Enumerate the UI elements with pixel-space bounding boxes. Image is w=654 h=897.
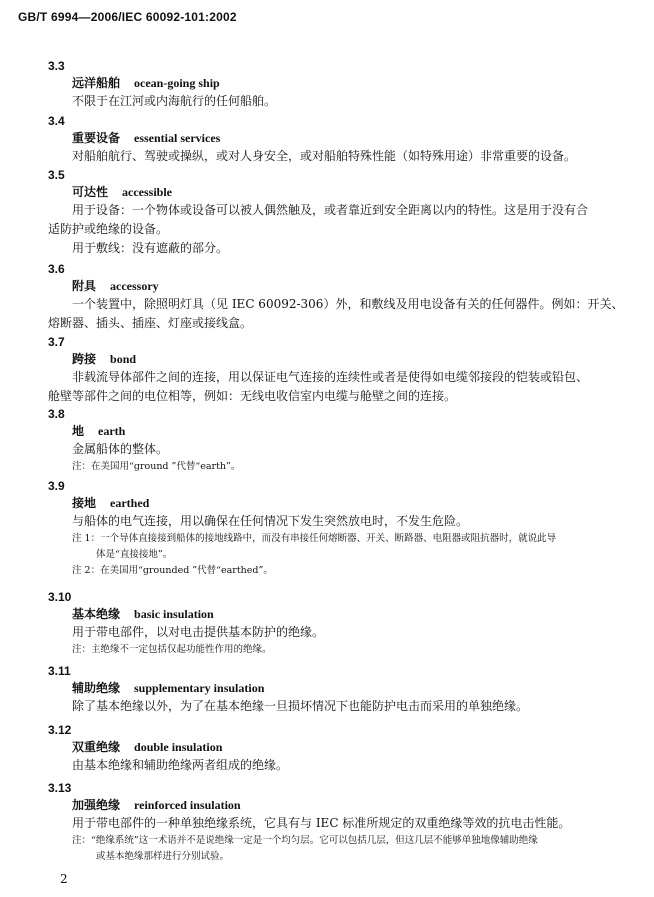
term-en: supplementary insulation [134, 681, 265, 695]
term [72, 796, 624, 814]
term-zh: 加强绝缘 [72, 798, 121, 812]
term-zh: 地 [72, 424, 85, 438]
definition-line: 用于带电部件的一种单独绝缘系统，它具有与 IEC 标准所规定的双重绝缘等效的抗电击性能。 [72, 816, 571, 830]
definition-line: 用于敷线：没有遮蔽的部分。 [72, 241, 229, 255]
clause-number: 3.3 [48, 59, 65, 73]
entry-3-3 [48, 58, 624, 111]
definition-line: 非载流导体部件之间的连接，用以保证电气连接的连续性或者是使得如电缆邻接段的铠装或铅包、 [72, 370, 589, 384]
clause-number: 3.13 [48, 781, 72, 795]
note-2: 注 2：在美国用“grounded ”代替“earthed”。 [72, 565, 273, 576]
term-en: essential services [134, 131, 221, 145]
term [72, 277, 624, 295]
term [72, 350, 624, 368]
term [72, 494, 624, 512]
definition-line: 金属船体的整体。 [72, 442, 169, 456]
term-zh: 可达性 [72, 185, 109, 199]
term [72, 129, 624, 147]
term [72, 74, 624, 92]
term [72, 422, 624, 440]
entry-3-7 [48, 334, 624, 406]
term-zh: 双重绝缘 [72, 740, 121, 754]
definition-line: 用于带电部件，以对电击提供基本防护的绝缘。 [72, 625, 325, 639]
term-en: basic insulation [134, 607, 214, 621]
entry-3-5 [48, 167, 624, 258]
term [72, 183, 624, 201]
term-en: earth [98, 424, 126, 438]
term-en: accessible [122, 185, 173, 199]
entry-3-4 [48, 113, 624, 166]
clause-number: 3.5 [48, 168, 65, 182]
term-zh: 跨接 [72, 352, 97, 366]
clause-number: 3.8 [48, 407, 65, 421]
clause-number: 3.11 [48, 664, 71, 678]
entry-3-9 [48, 478, 624, 579]
note-1-continuation: 体是“直接接地”。 [96, 549, 173, 560]
term-zh: 接地 [72, 496, 97, 510]
definition-line: 一个装置中，除照明灯具（见 IEC 60092-306）外，和敷线及用电设备有关的任何器件。例如：开关、 [72, 297, 624, 311]
term-zh: 远洋船舶 [72, 76, 121, 90]
term [72, 679, 624, 697]
document-header: GB/T 6994—2006/IEC 60092-101:2002 [18, 10, 237, 24]
note: 注：在美国用“ground ”代替“earth”。 [72, 461, 241, 472]
term-en: accessory [110, 279, 159, 293]
definition-line: 舱壁等部件之间的电位相等，例如：无线电收信室内电缆与舱壁之间的连接。 [48, 389, 457, 403]
clause-number: 3.9 [48, 479, 65, 493]
note-1: 注 1：一个导体直接接到船体的接地线路中，而没有串接任何熔断器、开关、断路器、电阻器或阻抗器时，就说此导 [72, 533, 557, 544]
definition-line: 适防护或绝缘的设备。 [48, 222, 169, 236]
entry-3-11 [48, 663, 624, 716]
clause-number: 3.6 [48, 262, 65, 276]
entry-3-13 [48, 780, 624, 865]
definition-line: 由基本绝缘和辅助绝缘两者组成的绝缘。 [72, 758, 289, 772]
entry-3-10 [48, 589, 624, 658]
term-en: bond [110, 352, 137, 366]
clause-number: 3.4 [48, 114, 65, 128]
page-number: 2 [60, 872, 68, 886]
term [72, 605, 624, 623]
note: 注：“绝缘系统”这一术语并不是说绝缘一定是一个均匀层。它可以包括几层，但这几层不能够单独地像辅助绝缘 [72, 835, 538, 846]
definition-line: 熔断器、插头、插座、灯座或接线盒。 [48, 316, 253, 330]
clause-number: 3.12 [48, 723, 72, 737]
entry-3-12 [48, 722, 624, 775]
definition-line: 除了基本绝缘以外，为了在基本绝缘一旦损坏情况下也能防护电击而采用的单独绝缘。 [72, 699, 529, 713]
term-en: reinforced insulation [134, 798, 241, 812]
term-en: ocean-going ship [134, 76, 220, 90]
entry-3-8 [48, 406, 624, 475]
definition-line: 与船体的电气连接，用以确保在任何情况下发生突然放电时，不发生危险。 [72, 514, 469, 528]
definition-line: 不限于在江河或内海航行的任何船舶。 [72, 94, 277, 108]
clause-number: 3.10 [48, 590, 72, 604]
term-zh: 重要设备 [72, 131, 121, 145]
definition-line: 用于设备：一个物体或设备可以被人偶然触及，或者靠近到安全距离以内的特性。这是用于没有合 [72, 203, 589, 217]
term-en: earthed [110, 496, 150, 510]
entry-3-6 [48, 261, 624, 333]
note: 注：主绝缘不一定包括仅起功能性作用的绝缘。 [72, 644, 272, 655]
definition-line: 对船舶航行、驾驶或操纵，或对人身安全，或对船舶特殊性能（如特殊用途）非常重要的设备。 [72, 149, 577, 163]
term [72, 738, 624, 756]
note-continuation: 或基本绝缘那样进行分别试验。 [96, 851, 230, 862]
term-zh: 附具 [72, 279, 97, 293]
clause-number: 3.7 [48, 335, 65, 349]
term-zh: 基本绝缘 [72, 607, 121, 621]
term-zh: 辅助绝缘 [72, 681, 121, 695]
term-en: double insulation [134, 740, 223, 754]
